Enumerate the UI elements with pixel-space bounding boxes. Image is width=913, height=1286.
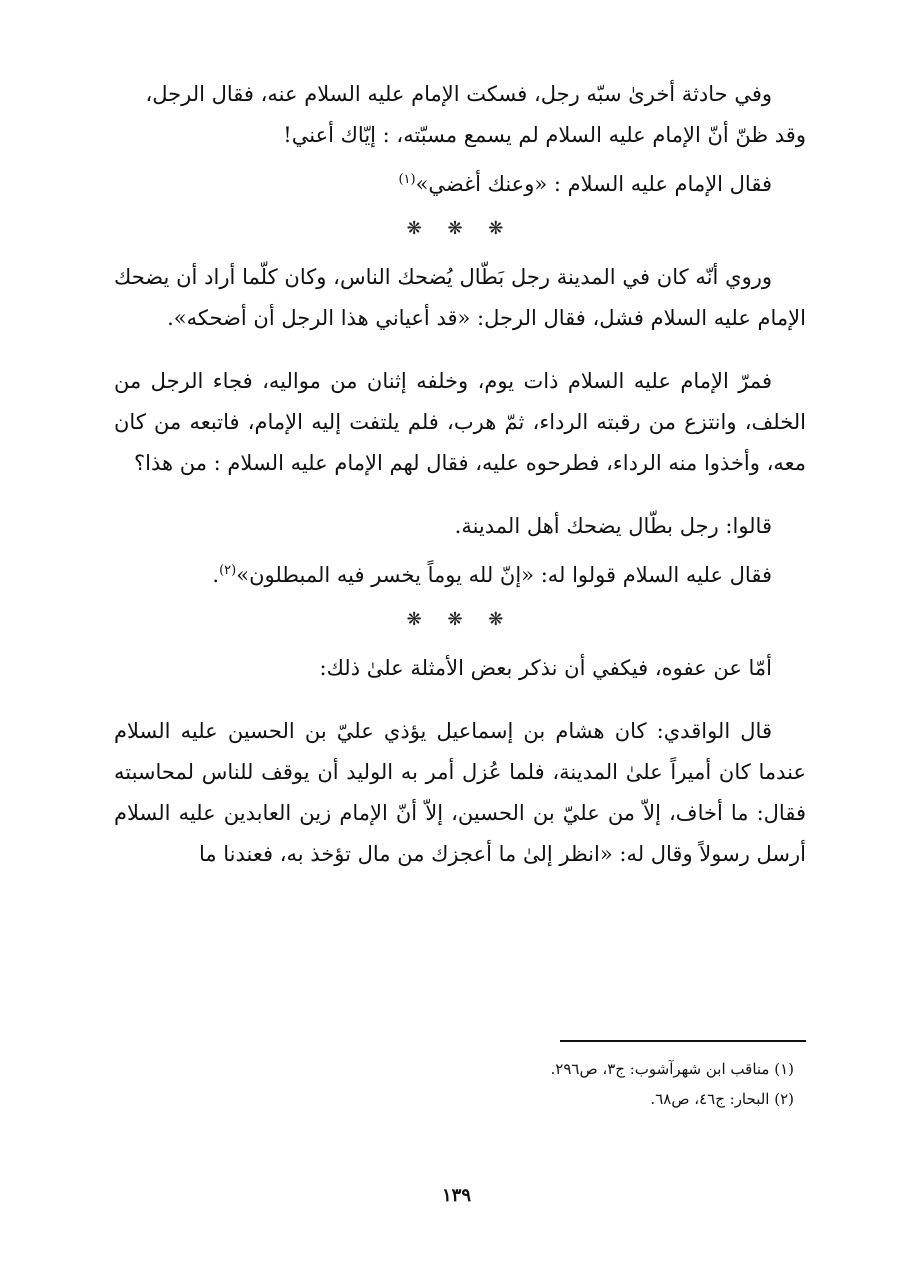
footnote-ref-1: (١) (398, 172, 416, 187)
paragraph-1-line-2: وقد ظنّ أنّ الإمام عليه السلام لم يسمع مسبّته، : إيّاك أعني! (283, 123, 806, 147)
footnotes (114, 1054, 794, 1114)
paragraph-6-text: فقال عليه السلام قولوا له: «إنّ لله يوماً يخسر فيه المبطلون» (236, 563, 772, 587)
paragraph-2 (114, 164, 806, 205)
paragraph-3: وروي أنّه كان في المدينة رجل بَطّال يُضحك الناس، وكان كلّما أراد أن يضحك الإمام عليه السلام فشل، فقال الرجل: «قد أعياني هذا الرجل أن أضحكه». (114, 265, 806, 330)
paragraph-6 (114, 555, 806, 596)
paragraph-5: قالوا: رجل بطّال يضحك أهل المدينة. (454, 514, 772, 538)
paragraph-1 (114, 74, 806, 156)
page-number: ١٣٩ (441, 1185, 471, 1206)
footnote-2: (٢) البحار: ج٤٦، ص٦٨. (650, 1090, 794, 1108)
paragraph-2-text: فقال الإمام عليه السلام : «وعنك أغضي» (415, 172, 772, 196)
main-text (114, 74, 806, 875)
paragraph-8: قال الواقدي: كان هشام بن إسماعيل يؤذي عليّ بن الحسين عليه السلام عندما كان أميراً علىٰ المدينة، فلما عُزل أمر به الوليد أن يوقف للناس لمحاسبته فقال: ما أخاف، إلاّ من عليّ بن الحسين، إلاّ أنّ الإمام زين العابدين عليه السلام أرسل رسولاً وقال له: «انظر إلىٰ ما أعجزك من مال تؤخذ به، فعندنا ما (114, 719, 806, 866)
section-separator-1: ❋ ❋ ❋ (406, 218, 514, 239)
footnote-divider (560, 1040, 806, 1042)
section-separator-2: ❋ ❋ ❋ (406, 609, 514, 630)
footnote-ref-2: (٢) (219, 563, 237, 578)
paragraph-1-line-1: وفي حادثة أخرىٰ سبّه رجل، فسكت الإمام عليه السلام عنه، فقال الرجل، (145, 82, 772, 106)
footnote-1: (١) مناقب ابن شهرآشوب: ج٣، ص٢٩٦. (550, 1060, 794, 1078)
paragraph-4: فمرّ الإمام عليه السلام ذات يوم، وخلفه إثنان من مواليه، فجاء الرجل من الخلف، وانتزع من رقبته الرداء، ثمّ هرب، فلم يلتفت إليه الإمام، فاتبعه من كان معه، وأخذوا منه الرداء، فطرحوه عليه، فقال لهم الإمام عليه السلام : من هذا؟ (114, 369, 806, 475)
paragraph-6-period: . (212, 563, 220, 587)
paragraph-7: أمّا عن عفوه، فيكفي أن نذكر بعض الأمثلة علىٰ ذلك: (319, 656, 772, 680)
